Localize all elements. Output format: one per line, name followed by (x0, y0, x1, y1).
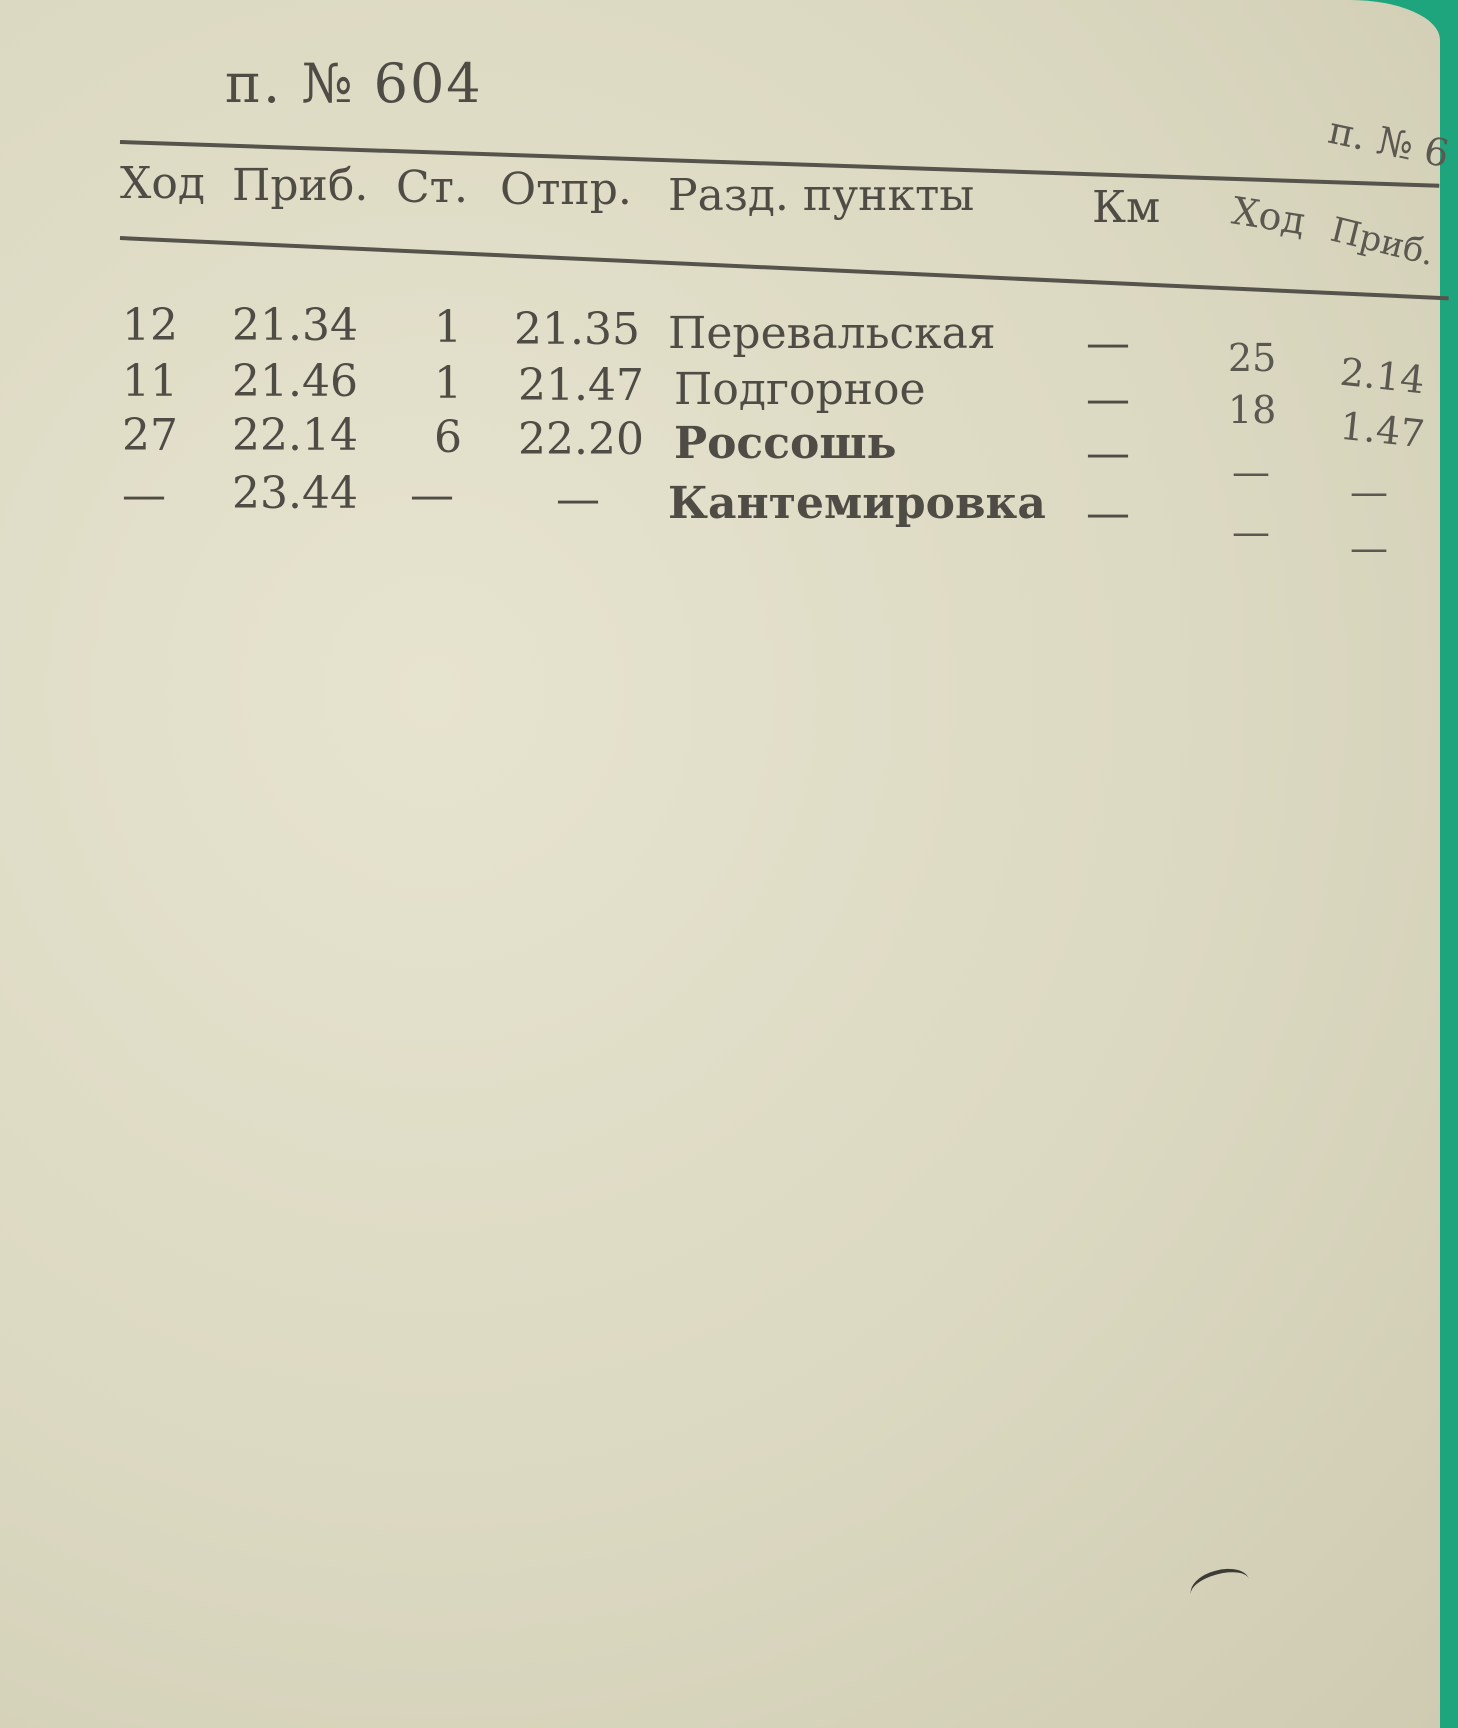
row-2-km: — (1086, 374, 1130, 425)
next-header-prib: Приб. (1326, 209, 1439, 275)
row-3-prib: 22.14 (232, 410, 358, 461)
header-km: Км (1092, 182, 1161, 233)
row-2-st: 1 (434, 358, 462, 409)
row-4-st: — (410, 470, 454, 521)
row-4-hod: — (122, 470, 166, 521)
row-3-station: Россошь (674, 418, 897, 469)
row-4-station: Кантемировка (668, 478, 1046, 529)
next-page-title: п. № 6 (1324, 107, 1453, 177)
row-1-station: Перевальская (668, 308, 996, 359)
row-3-otpr: 22.20 (518, 414, 644, 465)
header-st: Ст. (396, 162, 468, 213)
row-3-km: — (1086, 428, 1130, 479)
row-2-hod: 11 (122, 356, 178, 407)
next-row-3-prib: — (1350, 470, 1388, 514)
next-header-hod: Ход (1229, 188, 1309, 244)
row-4-prib: 23.44 (232, 468, 358, 519)
row-2-otpr: 21.47 (518, 360, 644, 411)
header-bottom-rule (120, 236, 1449, 300)
row-3-st: 6 (434, 412, 462, 463)
header-prib: Приб. (232, 160, 369, 211)
header-razd: Разд. пункты (668, 170, 975, 221)
row-1-prib: 21.34 (232, 300, 358, 351)
row-4-km: — (1086, 488, 1130, 539)
row-4-otpr: — (556, 474, 600, 525)
next-row-3-hod: — (1232, 450, 1270, 494)
next-row-4-prib: — (1350, 526, 1388, 570)
train-number-title: п. № 604 (225, 52, 483, 115)
row-2-prib: 21.46 (232, 356, 358, 407)
row-2-station: Подгорное (674, 364, 926, 415)
row-1-hod: 12 (122, 300, 178, 351)
next-row-4-hod: — (1232, 510, 1270, 554)
row-1-otpr: 21.35 (514, 304, 640, 355)
next-row-1-hod: 25 (1228, 336, 1277, 380)
header-hod: Ход (120, 158, 205, 209)
next-row-2-prib: 1.47 (1337, 403, 1427, 457)
row-1-km: — (1086, 318, 1130, 369)
header-otpr: Отпр. (500, 164, 632, 215)
row-1-st: 1 (434, 302, 462, 353)
next-row-2-hod: 18 (1228, 388, 1277, 432)
next-row-1-prib: 2.14 (1337, 349, 1427, 403)
row-3-hod: 27 (122, 410, 178, 461)
ink-smudge (1187, 1563, 1254, 1611)
